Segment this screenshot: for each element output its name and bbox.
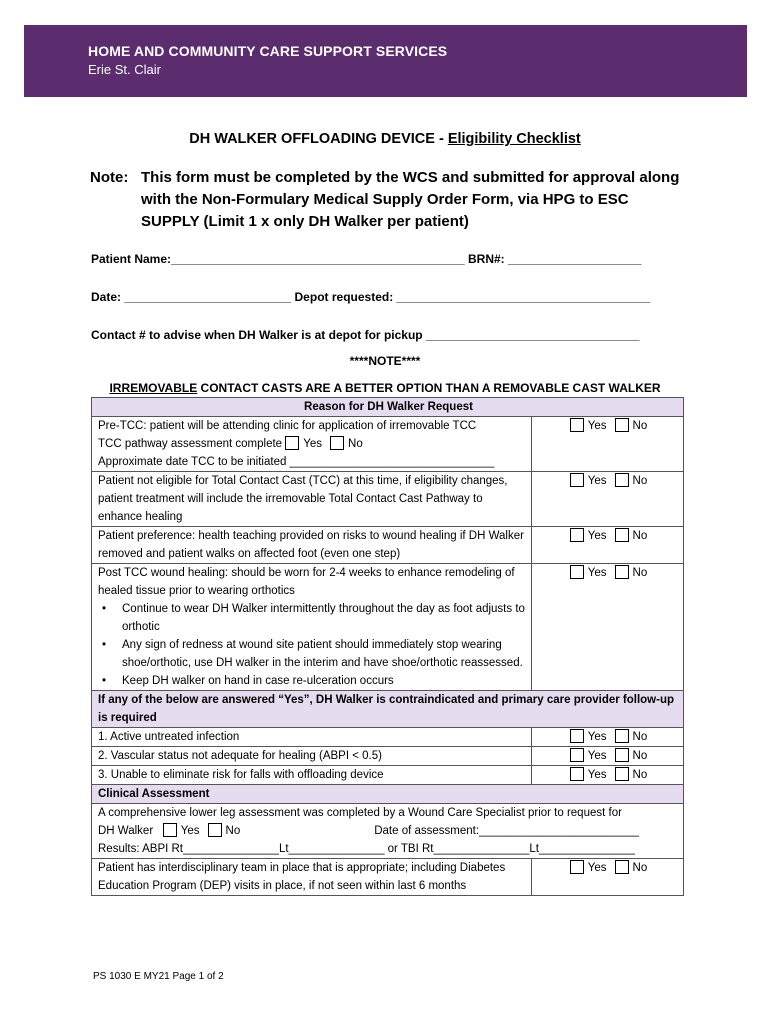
answer-cell (532, 472, 684, 527)
yes-label: Yes (587, 731, 607, 743)
table-row (92, 747, 684, 766)
answer-cell (532, 747, 684, 766)
no-label: No (632, 530, 648, 542)
no-label: No (632, 862, 648, 874)
form-title (0, 131, 770, 147)
post-tcc-intro: Post TCC wound healing: should be worn for 2-4 weeks to enhance remodeling of healed tissue prior to wearing orthotics (98, 567, 515, 597)
no-checkbox[interactable] (615, 473, 629, 487)
yes-checkbox[interactable] (570, 748, 584, 762)
bullet-item: • Any sign of redness at wound site patient should immediately stop wearing shoe/orthotic, use DH walker in the interim and have shoe/orthotic reassessed. (98, 636, 527, 672)
dh-walker-label: DH Walker (98, 825, 154, 837)
contra-item: 3. Unable to eliminate risk for falls with offloading device (92, 766, 532, 785)
bullet-item: • Keep DH walker on hand in case re-ulceration occurs (98, 672, 527, 690)
answer-cell (532, 564, 684, 691)
table-row (92, 766, 684, 785)
title-main: DH WALKER OFFLOADING DEVICE - (189, 131, 448, 147)
no-label: No (632, 475, 648, 487)
no-label: No (632, 420, 648, 432)
yes-checkbox[interactable] (570, 767, 584, 781)
clinical-no-checkbox[interactable] (208, 823, 222, 837)
pre-tcc-line2 (98, 435, 527, 453)
table-row (92, 417, 684, 472)
table-row (92, 728, 684, 747)
yes-checkbox[interactable] (570, 729, 584, 743)
clinical-line1: A comprehensive lower leg assessment was completed by a Wound Care Specialist prior to request for (98, 807, 622, 819)
organization-region: Erie St. Clair (88, 62, 161, 77)
post-tcc-bullets (98, 600, 527, 690)
yes-checkbox[interactable] (570, 418, 584, 432)
patient-name-brn-field[interactable]: Patient Name:____________________________________________ BRN#: ____________________ (91, 252, 642, 266)
contraindication-header-row (92, 691, 684, 728)
yes-label: Yes (587, 567, 607, 579)
yes-checkbox[interactable] (570, 860, 584, 874)
organization-name: HOME AND COMMUNITY CARE SUPPORT SERVICES (88, 43, 448, 59)
yes-checkbox[interactable] (570, 473, 584, 487)
no-label: No (632, 567, 648, 579)
clinical-assessment-cell (92, 804, 684, 859)
note-text: This form must be completed by the WCS and submitted for approval along with the Non-Formulary Medical Supply Order Form, via HPG to ESC SUPPLY (Limit 1 x only DH Walker per patient) (141, 169, 680, 230)
yes-label: Yes (587, 769, 607, 781)
table-header-row (92, 398, 684, 417)
clinical-yes-label: Yes (180, 825, 200, 837)
no-checkbox[interactable] (615, 767, 629, 781)
note-label: Note: (90, 169, 129, 186)
yes-label: Yes (587, 862, 607, 874)
warning-text (0, 381, 770, 395)
no-checkbox[interactable] (615, 748, 629, 762)
no-checkbox[interactable] (615, 418, 629, 432)
warning-rest: CONTACT CASTS ARE A BETTER OPTION THAN A REMOVABLE CAST WALKER (197, 381, 661, 395)
note-banner: ****NOTE**** (349, 354, 421, 368)
answer-cell (532, 417, 684, 472)
pathway-yes-label: Yes (303, 438, 323, 450)
not-eligible-cell: Patient not eligible for Total Contact Cast (TCC) at this time, if eligibility changes, patient treatment will include the irremovable Total Contact Cast Pathway to enhance healing (92, 472, 532, 527)
patient-preference-cell: Patient preference: health teaching provided on risks to wound healing if DH Walker removed and patient walks on affected foot (even one step) (92, 527, 532, 564)
date-depot-field[interactable]: Date: _________________________ Depot requested: ______________________________________ (91, 290, 651, 304)
yes-label: Yes (587, 530, 607, 542)
reason-header: Reason for DH Walker Request (92, 398, 684, 417)
results-field[interactable]: Results: ABPI Rt_______________Lt_______________ or TBI Rt_______________Lt_______________ (98, 843, 635, 855)
no-checkbox[interactable] (615, 528, 629, 542)
table-row (92, 472, 684, 527)
clinical-no-label: No (225, 825, 241, 837)
clinical-line2 (98, 822, 679, 840)
pre-tcc-pathway-text: TCC pathway assessment complete (98, 438, 283, 450)
answer-cell (532, 766, 684, 785)
no-checkbox[interactable] (615, 729, 629, 743)
header-banner (24, 25, 747, 97)
yes-label: Yes (587, 420, 607, 432)
yes-label: Yes (587, 750, 607, 762)
answer-cell (532, 527, 684, 564)
warning-underlined: IRREMOVABLE (109, 381, 198, 395)
contraindication-header: If any of the below are answered “Yes”, DH Walker is contraindicated and primary care provider follow-up is required (92, 691, 684, 728)
date-of-assessment-field[interactable]: Date of assessment:_________________________ (374, 825, 639, 837)
contra-item: 2. Vascular status not adequate for healing (ABPI < 0.5) (92, 747, 532, 766)
contact-number-field[interactable]: Contact # to advise when DH Walker is at depot for pickup ________________________________ (91, 328, 640, 342)
answer-cell (532, 859, 684, 896)
no-label: No (632, 750, 648, 762)
bullet-item: • Continue to wear DH Walker intermittently throughout the day as foot adjusts to orthotic (98, 600, 527, 636)
table-row (92, 804, 684, 859)
yes-label: Yes (587, 475, 607, 487)
table-row (92, 527, 684, 564)
clinical-yes-checkbox[interactable] (163, 823, 177, 837)
table-row (92, 859, 684, 896)
no-label: No (632, 769, 648, 781)
yes-checkbox[interactable] (570, 528, 584, 542)
pathway-yes-checkbox[interactable] (285, 436, 299, 450)
no-checkbox[interactable] (615, 565, 629, 579)
interdisciplinary-cell: Patient has interdisciplinary team in place that is appropriate; including Diabetes Education Program (DEP) visits in place, if not seen within last 6 months (92, 859, 532, 896)
no-checkbox[interactable] (615, 860, 629, 874)
page-footer: PS 1030 E MY21 Page 1 of 2 (93, 971, 224, 982)
pathway-no-label: No (348, 438, 363, 450)
pre-tcc-line3: Approximate date TCC to be initiated ________________________________ (98, 456, 495, 468)
yes-checkbox[interactable] (570, 565, 584, 579)
eligibility-table (91, 397, 684, 896)
clinical-assessment-header: Clinical Assessment (92, 785, 684, 804)
pathway-no-checkbox[interactable] (330, 436, 344, 450)
no-label: No (632, 731, 648, 743)
clinical-header-row (92, 785, 684, 804)
post-tcc-cell (92, 564, 532, 691)
pre-tcc-line1: Pre-TCC: patient will be attending clinic for application of irremovable TCC (98, 420, 477, 432)
contra-item: 1. Active untreated infection (92, 728, 532, 747)
title-underlined: Eligibility Checklist (447, 131, 581, 147)
answer-cell (532, 728, 684, 747)
table-row (92, 564, 684, 691)
pre-tcc-cell (92, 417, 532, 472)
